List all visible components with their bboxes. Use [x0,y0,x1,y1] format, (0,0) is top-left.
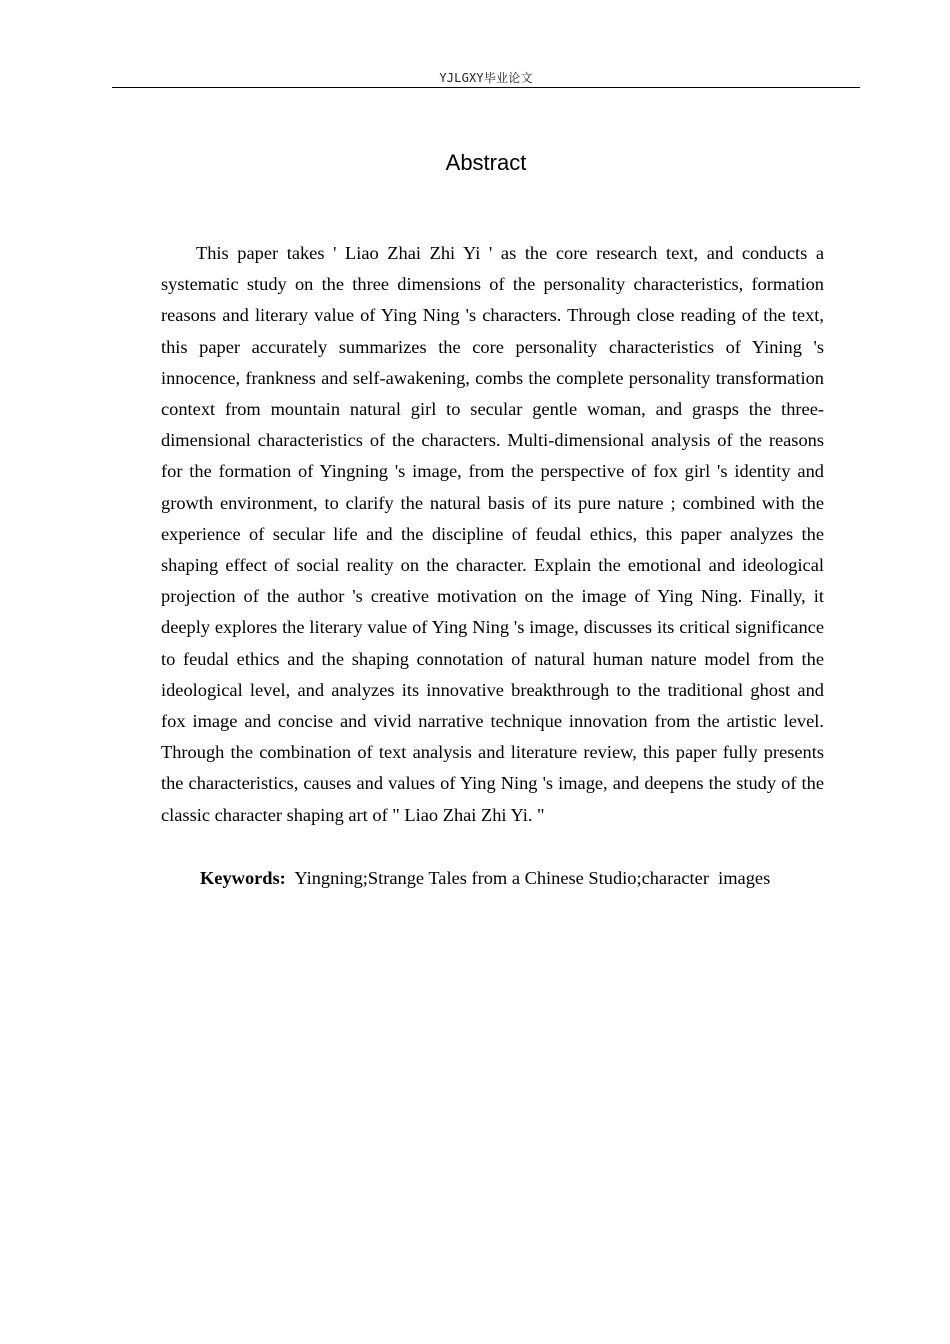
abstract-title: Abstract [445,150,527,175]
keywords-value: Yingning;Strange Tales from a Chinese Studio;character images [294,868,771,888]
running-header: YJLGXY毕业论文 [439,71,533,85]
keywords-label: Keywords: [200,868,286,888]
keywords-line [200,863,840,894]
abstract-body: This paper takes ' Liao Zhai Zhi Yi ' as the core research text, and conducts a systematic study on the three dimensions of the personality characteristics, formation reasons and literary value of Ying Ning 's characters. Through close reading of the text, this paper accurately summarizes the core personality characteristics of Yining 's innocence, frankness and self-awakening, combs the complete personality transformation context from mountain natural girl to secular gentle woman, and grasps the three-dimensional characteristics of the characters. Multi-dimensional analysis of the reasons for the formation of Yingning 's image, from the perspective of fox girl 's identity and growth environment, to clarify the natural basis of its pure nature ; combined with the experience of secular life and the discipline of feudal ethics, this paper analyzes the shaping effect of social reality on the character. Explain the emotional and ideological projection of the author 's creative motivation on the image of Ying Ning. Finally, it deeply explores the literary value of Ying Ning 's image, discusses its critical significance to feudal ethics and the shaping connotation of natural human nature model from the ideological level, and analyzes its innovative breakthrough to the traditional ghost and fox image and concise and vivid narrative technique innovation from the artistic level. Through the combination of text analysis and literature review, this paper fully presents the characteristics, causes and values of Ying Ning 's image, and deepens the study of the classic character shaping art of " Liao Zhai Zhi Yi. " [161,243,824,825]
header-rule [112,87,860,88]
